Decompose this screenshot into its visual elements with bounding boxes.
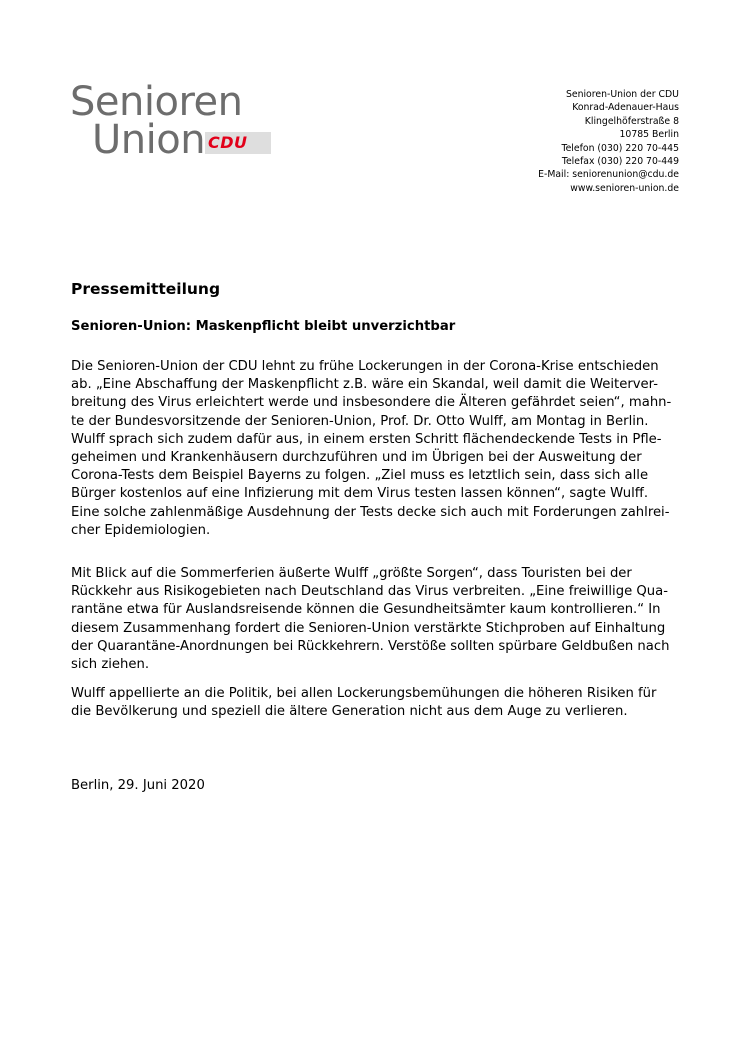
logo-word-senioren: Senioren (70, 79, 243, 125)
body-paragraph (71, 685, 683, 721)
address-fax: Telefax (030) 220 70-449 (561, 156, 679, 168)
paragraph-line: Mit Blick auf die Sommerferien äußerte Wulff „größte Sorgen“, dass Touristen bei der (71, 566, 632, 581)
address-email: E-Mail: seniorenunion@cdu.de (538, 169, 679, 181)
address-website: www.senioren-union.de (570, 182, 679, 194)
document-subheading: Senioren-Union: Maskenpflicht bleibt unverzichtbar (71, 319, 456, 334)
paragraph-line: ab. „Eine Abschaffung der Maskenpflicht z.B. wäre ein Skandal, weil damit die Weiterver- (71, 377, 659, 393)
address-phone: Telefon (030) 220 70-445 (561, 142, 679, 154)
paragraph-line: Die Senioren-Union der CDU lehnt zu frühe Lockerungen in der Corona-Krise entschieden (71, 359, 659, 374)
paragraph-line: Rückkehr aus Risikogebieten nach Deutschland das Virus verbreiten. „Eine freiwillige Qua- (71, 584, 668, 600)
paragraph-line: der Quarantäne-Anordnungen bei Rückkehrern. Verstöße sollten spürbare Geldbußen nach (71, 638, 670, 654)
paragraph-line: Wulff sprach sich zudem dafür aus, in einem ersten Schritt flächendeckende Tests in Pfle- (71, 431, 662, 447)
paragraph-line: sich ziehen. (71, 657, 150, 673)
dateline: Berlin, 29. Juni 2020 (71, 778, 205, 793)
paragraph-line: te der Bundesvorsitzende der Senioren-Union, Prof. Dr. Otto Wulff, am Montag in Berlin. (71, 413, 649, 429)
address-organisation: Senioren-Union der CDU (565, 89, 679, 100)
address-city: 10785 Berlin (619, 129, 679, 141)
paragraph-line: diesem Zusammenhang fordert die Senioren-Union verstärkte Stichproben auf Einhaltung (71, 620, 666, 636)
cdu-badge (205, 132, 271, 154)
paragraph-line: breitung des Virus erleichtert werde und insbesondere die Älteren gefährdet seien“, mahn- (71, 395, 672, 411)
paragraph-line: cher Epidemiologien. (71, 522, 211, 538)
body-paragraph (71, 358, 683, 540)
document-heading: Pressemitteilung (71, 280, 221, 298)
body-paragraph (71, 565, 683, 674)
paragraph-line: Corona-Tests dem Beispiel Bayerns zu folgen. „Ziel muss es letztlich sein, dass sich alle (71, 468, 649, 484)
contact-address-block (538, 88, 679, 195)
senioren-union-logo (70, 79, 280, 163)
address-building: Konrad-Adenauer-Haus (572, 102, 679, 114)
paragraph-line: Wulff appellierte an die Politik, bei allen Lockerungsbemühungen die höheren Risiken für (71, 686, 657, 701)
logo-word-union: Union (92, 117, 206, 163)
address-street: Klingelhöferstraße 8 (584, 115, 679, 127)
paragraph-line: geheimen und Krankenhäusern durchzuführen und im Übrigen bei der Ausweitung der (71, 450, 642, 466)
cdu-badge-text: CDU (208, 133, 248, 152)
paragraph-line: rantäne etwa für Auslandsreisende können die Gesundheitsämter kaum kontrollieren.“ In (71, 602, 661, 618)
paragraph-line: die Bevölkerung und speziell die ältere Generation nicht aus dem Auge zu verlieren. (71, 704, 628, 720)
paragraph-line: Bürger kostenlos auf eine Infizierung mit dem Virus testen lassen können“, sagte Wulff. (71, 486, 649, 502)
paragraph-line: Eine solche zahlenmäßige Ausdehnung der Tests decke sich auch mit Forderungen zahlrei- (71, 504, 670, 520)
